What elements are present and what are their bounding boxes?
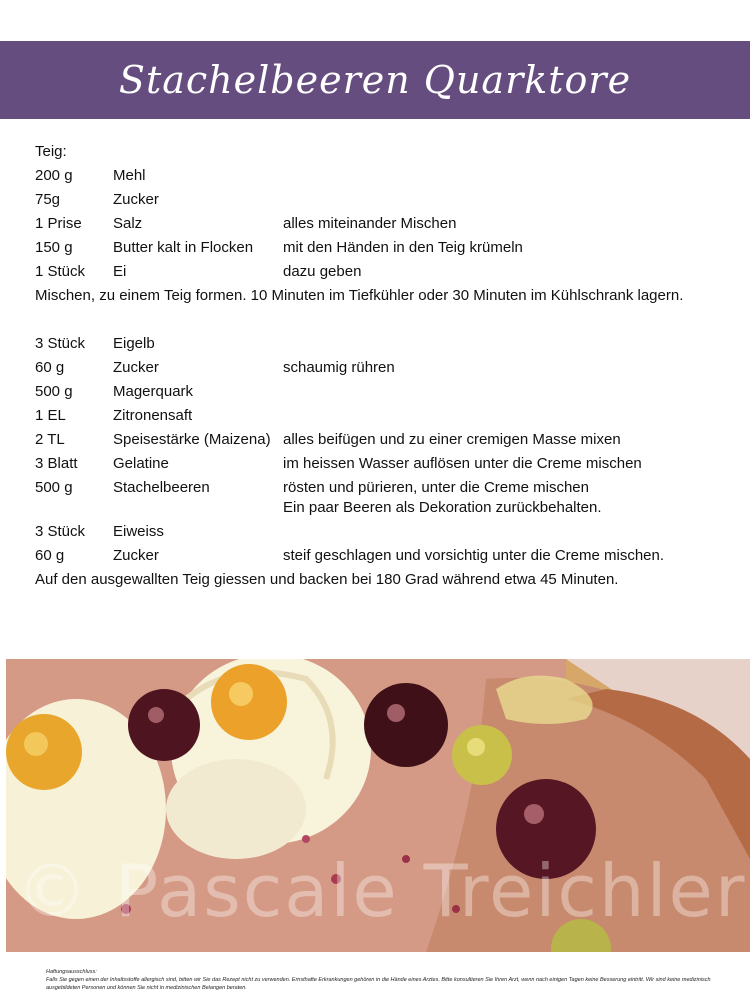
ingredient-name: Butter kalt in Flocken: [113, 239, 254, 256]
note-line: rösten und pürieren, unter die Creme mischen: [283, 479, 589, 496]
teig-list: [35, 164, 735, 284]
ingredient-row: [35, 452, 735, 476]
final-instruction: Auf den ausgewallten Teig giessen und backen bei 180 Grad während etwa 45 Minuten.: [35, 571, 619, 588]
disclaimer: [46, 968, 726, 992]
ingredient-row: [35, 260, 735, 284]
ingredient-name: Eigelb: [113, 335, 155, 352]
ingredient-row: [35, 520, 735, 544]
ingredient-row: [35, 404, 735, 428]
ingredient-qty: 60 g: [35, 547, 65, 564]
cake-photo: [6, 659, 750, 952]
note-line: Ein paar Beeren als Dekoration zurückbehalten.: [283, 499, 602, 516]
ingredient-note: alles miteinander Mischen: [283, 215, 457, 232]
ingredient-name: Salz: [113, 215, 143, 232]
ingredient-qty: 1 EL: [35, 407, 66, 424]
ingredient-name: Zitronensaft: [113, 407, 193, 424]
ingredient-qty: 3 Blatt: [35, 455, 78, 472]
ingredient-row: [35, 212, 735, 236]
ingredient-qty: 3 Stück: [35, 335, 86, 352]
ingredient-qty: 150 g: [35, 239, 73, 256]
watermark: © Pascale Treichler: [16, 849, 747, 933]
ingredient-note: schaumig rühren: [283, 359, 395, 376]
eiweiss-list: [35, 520, 735, 568]
ingredient-name: Eiweiss: [113, 523, 164, 540]
recipe-body: [35, 140, 735, 592]
ingredient-qty: 1 Prise: [35, 215, 82, 232]
ingredient-row: [35, 332, 735, 356]
ingredient-row: [35, 428, 735, 452]
ingredient-note: alles beifügen und zu einer cremigen Masse mixen: [283, 431, 621, 448]
disclaimer-text: Falls Sie gegen einen der Inhaltsstoffe allergisch sind, bitten wir Sie das Rezept nicht zu verwenden. Ernsthafte Erkrankungen gehören in die Hände eines Arztes. Bitte konsultieren Sie Ihren Arzt, wenn nach einigen Tagen keine Besserung eintritt. Wir sind keine medizinisch ausgebildeten Personen und können Sie nicht in medizinischen Belangen beraten.: [46, 977, 711, 991]
ingredient-qty: 2 TL: [35, 431, 65, 448]
creme-list: [35, 332, 735, 520]
ingredient-note: [283, 478, 602, 518]
ingredient-qty: 200 g: [35, 167, 73, 184]
teig-heading: Teig:: [35, 143, 67, 160]
ingredient-name: Stachelbeeren: [113, 479, 210, 496]
ingredient-row: [35, 380, 735, 404]
ingredient-qty: 500 g: [35, 479, 73, 496]
ingredient-note: dazu geben: [283, 263, 362, 280]
ingredient-name: Gelatine: [113, 455, 169, 472]
ingredient-row: [35, 476, 735, 520]
ingredient-name: Ei: [113, 263, 127, 280]
ingredient-note: steif geschlagen und vorsichtig unter die Creme mischen.: [283, 547, 665, 564]
disclaimer-heading: Haftungsausschluss:: [46, 969, 97, 975]
ingredient-qty: 3 Stück: [35, 523, 86, 540]
ingredient-row: [35, 164, 735, 188]
ingredient-row: [35, 544, 735, 568]
ingredient-note: mit den Händen in den Teig krümeln: [283, 239, 523, 256]
ingredient-name: Zucker: [113, 359, 159, 376]
ingredient-name: Zucker: [113, 191, 159, 208]
ingredient-qty: 75g: [35, 191, 61, 208]
spacer: [35, 308, 735, 332]
ingredient-qty: 60 g: [35, 359, 65, 376]
ingredient-name: Mehl: [113, 167, 146, 184]
teig-instruction: Mischen, zu einem Teig formen. 10 Minuten im Tiefkühler oder 30 Minuten im Kühlschrank lagern.: [35, 287, 684, 304]
ingredient-name: Zucker: [113, 547, 159, 564]
ingredient-qty: 1 Stück: [35, 263, 86, 280]
ingredient-name: Speisestärke (Maizena): [113, 431, 271, 448]
ingredient-qty: 500 g: [35, 383, 73, 400]
ingredient-row: [35, 356, 735, 380]
title-bar: [0, 41, 750, 119]
ingredient-row: [35, 188, 735, 212]
ingredient-note: im heissen Wasser auflösen unter die Creme mischen: [283, 455, 642, 472]
ingredient-row: [35, 236, 735, 260]
ingredient-name: Magerquark: [113, 383, 194, 400]
page-title: Stachelbeeren Quarktore: [118, 58, 632, 102]
